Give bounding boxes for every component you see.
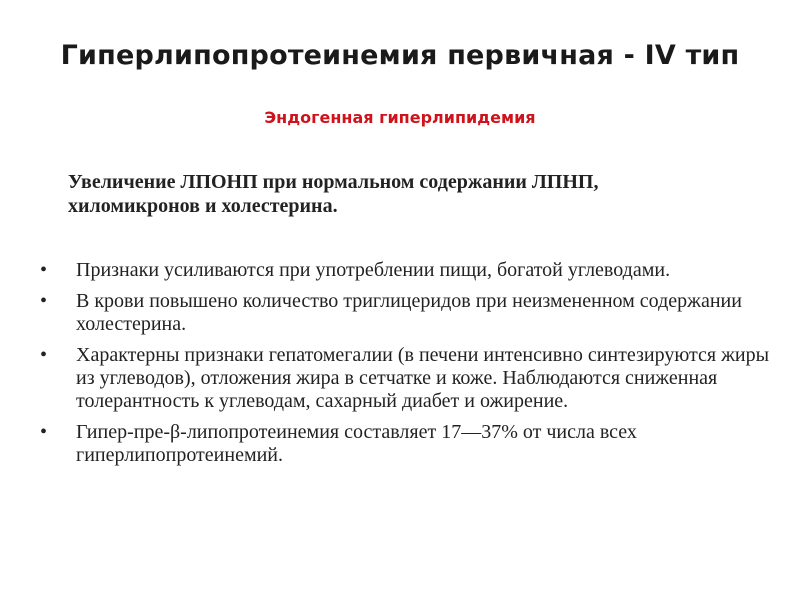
list-item-text: В крови повышено количество триглицеридов при неизмененном содержании холестерина.	[76, 290, 742, 335]
slide-subtitle: Эндогенная гиперлипидемия	[264, 108, 536, 127]
bullet-list	[40, 259, 780, 475]
list-item	[40, 290, 780, 336]
list-item-text: Признаки усиливаются при употреблении пищи, богатой углеводами.	[76, 259, 671, 281]
slide-title: Гиперлипопротеинемия первичная - IV тип	[60, 40, 740, 71]
list-item	[40, 421, 780, 467]
list-item	[40, 344, 780, 413]
list-item-text: Характерны признаки гепатомегалии (в печени интенсивно синтезируются жиры из углеводов), отложения жира в сетчатке и коже. Наблюдаются сниженная толерантность к углеводам, сахарный диабет и ожирение.	[76, 344, 770, 412]
lead-line-2: хиломикронов и холестерина.	[68, 195, 338, 217]
list-item	[40, 259, 780, 282]
list-item-text: Гипер-пре-β-липопротеинемия составляет 17—37% от числа всех гиперлипопротеинемий.	[76, 421, 637, 466]
bullet-icon: •	[40, 421, 48, 443]
lead-line-1: Увеличение ЛПОНП при нормальном содержании ЛПНП,	[68, 171, 599, 193]
bullet-icon: •	[40, 344, 48, 366]
lead-paragraph	[68, 170, 768, 218]
bullet-icon: •	[40, 290, 48, 312]
bullet-icon: •	[40, 259, 48, 281]
